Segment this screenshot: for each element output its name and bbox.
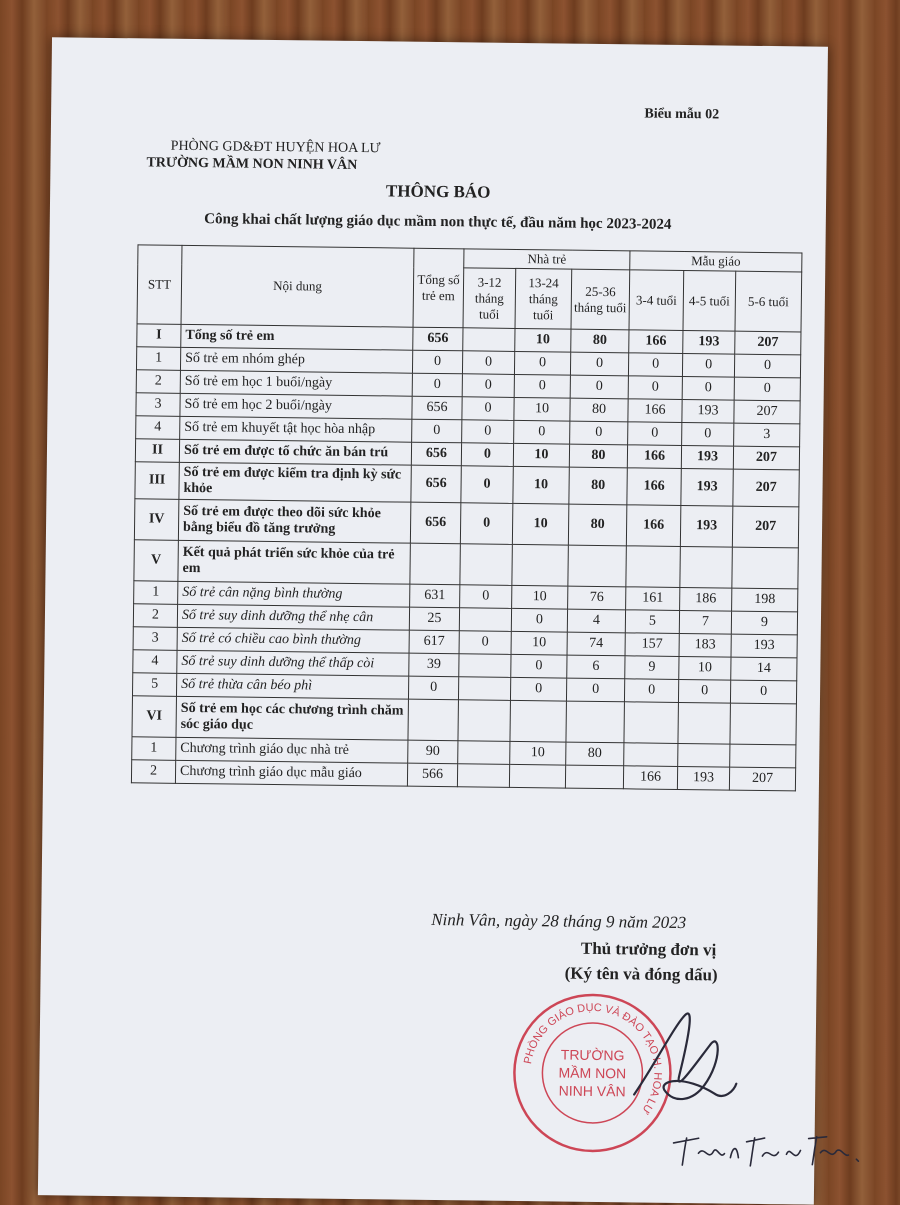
cell-total: 656 — [411, 442, 461, 466]
cell-k1: 166 — [628, 399, 682, 423]
cell-k2: 186 — [680, 587, 732, 611]
header-3-12-months: 3-12 tháng tuổi — [463, 268, 516, 329]
cell-n1 — [458, 677, 510, 701]
cell-content: Chương trình giáo dục nhà trẻ — [176, 737, 408, 763]
cell-n3: 80 — [568, 504, 627, 546]
cell-k1 — [624, 702, 678, 744]
cell-n3 — [568, 545, 627, 587]
header-4-5-years: 4-5 tuổi — [683, 270, 736, 331]
cell-k1: 5 — [625, 610, 679, 634]
cell-n1 — [463, 328, 515, 352]
header-13-24-months: 13-24 tháng tuổi — [515, 268, 572, 329]
cell-n1: 0 — [461, 443, 513, 467]
stamp-center-line-2: MẦM NON — [558, 1064, 627, 1082]
cell-k3: 207 — [732, 506, 798, 548]
cell-k1 — [626, 546, 680, 588]
cell-k2: 193 — [681, 445, 733, 469]
cell-n3: 80 — [569, 467, 627, 505]
cell-n1: 0 — [460, 585, 512, 609]
cell-n3 — [565, 765, 623, 789]
header-nursery: Nhà trẻ — [464, 249, 630, 270]
cell-n1: 0 — [462, 351, 514, 375]
cell-n2: 0 — [511, 608, 567, 632]
cell-n1 — [460, 544, 512, 586]
cell-stt: III — [135, 462, 179, 500]
cell-total: 656 — [410, 502, 460, 544]
cell-total: 39 — [409, 653, 459, 677]
cell-content: Số trẻ em nhóm ghép — [180, 347, 412, 373]
cell-total: 0 — [412, 350, 462, 374]
header-kindergarten: Mẫu giáo — [630, 251, 802, 272]
cell-k3: 0 — [730, 680, 796, 704]
cell-n2: 10 — [511, 631, 567, 655]
cell-total: 617 — [409, 630, 459, 654]
cell-k1: 9 — [625, 656, 679, 680]
cell-stt: 5 — [132, 673, 176, 697]
cell-k1: 157 — [625, 633, 679, 657]
cell-n2: 10 — [513, 443, 569, 467]
sign-and-stamp-note: (Ký tên và đóng dấu) — [564, 963, 718, 985]
cell-stt: II — [135, 439, 179, 463]
cell-k2: 183 — [679, 633, 731, 657]
cell-n3: 0 — [570, 375, 628, 399]
cell-n2 — [512, 544, 568, 586]
cell-n1 — [457, 764, 509, 788]
cell-n2: 10 — [514, 397, 570, 421]
school-name: TRƯỜNG MẦM NON NINH VÂN — [146, 155, 358, 173]
cell-content: Số trẻ em được tổ chức ăn bán trú — [179, 439, 411, 465]
cell-total: 0 — [408, 676, 458, 700]
cell-k1: 166 — [627, 468, 681, 506]
cell-content: Số trẻ thừa cân béo phì — [176, 673, 408, 699]
cell-k3: 207 — [733, 469, 799, 507]
cell-stt: V — [134, 540, 178, 582]
cell-content: Số trẻ em được theo dõi sức khỏe bằng biểu đồ tăng trưởng — [178, 499, 410, 543]
document-title: THÔNG BÁO — [385, 181, 491, 202]
cell-n1: 0 — [460, 503, 512, 545]
place-and-date: Ninh Vân, ngày 28 tháng 9 năm 2023 — [431, 909, 687, 933]
cell-stt: 1 — [136, 347, 180, 371]
cell-n2: 10 — [510, 741, 566, 765]
cell-n3: 74 — [567, 632, 625, 656]
cell-n3: 4 — [567, 609, 625, 633]
cell-n3: 76 — [568, 586, 626, 610]
cell-k1: 0 — [628, 422, 682, 446]
cell-k3: 198 — [732, 588, 798, 612]
cell-content: Số trẻ cân nặng bình thường — [178, 581, 410, 607]
cell-n1 — [458, 741, 510, 765]
cell-k1: 161 — [626, 587, 680, 611]
cell-total: 566 — [407, 763, 457, 787]
cell-n2: 10 — [512, 585, 568, 609]
cell-k3 — [730, 744, 796, 768]
header-5-6-years: 5-6 tuổi — [735, 271, 802, 332]
cell-n1 — [459, 608, 511, 632]
cell-k2 — [680, 546, 732, 588]
cell-k2: 193 — [683, 330, 735, 354]
cell-n2 — [509, 764, 565, 788]
signer-name — [668, 1123, 869, 1175]
cell-content: Số trẻ em học 1 buổi/ngày — [180, 370, 412, 396]
cell-n3: 80 — [570, 398, 628, 422]
cell-n2: 10 — [515, 328, 571, 352]
signature — [624, 1004, 745, 1115]
cell-k2: 193 — [680, 505, 732, 547]
cell-k3: 14 — [731, 657, 797, 681]
cell-n1: 0 — [462, 397, 514, 421]
cell-content: Số trẻ em học các chương trình chăm sóc giáo dục — [176, 696, 408, 740]
cell-content: Tổng số trẻ em — [181, 324, 413, 350]
cell-k3: 0 — [734, 377, 800, 401]
header-total: Tổng số trẻ em — [413, 248, 464, 328]
cell-n1: 0 — [462, 420, 514, 444]
cell-k3 — [730, 703, 796, 745]
cell-content: Số trẻ em được kiểm tra định kỳ sức khỏe — [179, 462, 411, 502]
cell-k2: 0 — [682, 422, 734, 446]
cell-content: Số trẻ suy dinh dưỡng thể nhẹ cân — [177, 604, 409, 630]
cell-n1: 0 — [459, 631, 511, 655]
cell-content: Số trẻ có chiều cao bình thường — [177, 627, 409, 653]
cell-n3 — [566, 701, 625, 743]
cell-stt: 2 — [131, 760, 175, 784]
cell-n3: 80 — [569, 444, 627, 468]
cell-k2 — [678, 702, 730, 744]
cell-k2: 0 — [682, 353, 734, 377]
cell-n1: 0 — [461, 466, 513, 504]
cell-stt: VI — [132, 696, 176, 738]
cell-n3: 0 — [566, 678, 624, 702]
cell-k3: 207 — [734, 400, 800, 424]
cell-k3: 207 — [729, 767, 795, 791]
cell-total: 0 — [412, 373, 462, 397]
cell-k2: 0 — [682, 376, 734, 400]
cell-n1 — [458, 700, 510, 742]
cell-k2 — [678, 743, 730, 767]
cell-k2: 193 — [677, 766, 729, 790]
cell-content: Số trẻ em học 2 buổi/ngày — [180, 393, 412, 419]
cell-k3: 207 — [735, 331, 801, 355]
cell-stt: 3 — [136, 393, 180, 417]
cell-content: Chương trình giáo dục mẫu giáo — [175, 760, 407, 786]
cell-k1: 0 — [624, 679, 678, 703]
cell-k1 — [624, 743, 678, 767]
cell-k3: 193 — [731, 634, 797, 658]
cell-k1: 166 — [629, 330, 683, 354]
cell-k1: 0 — [628, 353, 682, 377]
cell-stt: IV — [134, 499, 178, 541]
cell-total: 631 — [410, 584, 460, 608]
cell-k1: 166 — [623, 766, 677, 790]
cell-k3: 207 — [733, 446, 799, 470]
cell-n2: 0 — [510, 677, 566, 701]
cell-stt: 2 — [133, 604, 177, 628]
cell-total: 656 — [411, 465, 461, 503]
cell-n2: 0 — [514, 374, 570, 398]
cell-n2: 10 — [513, 466, 569, 504]
cell-total — [410, 543, 460, 585]
cell-n2: 0 — [514, 351, 570, 375]
cell-k3: 0 — [734, 354, 800, 378]
cell-stt: 1 — [134, 581, 178, 605]
document-page — [38, 37, 828, 1204]
cell-n2: 10 — [512, 503, 568, 545]
cell-k3: 3 — [734, 423, 800, 447]
cell-k3: 9 — [731, 611, 797, 635]
cell-n1: 0 — [462, 374, 514, 398]
cell-k1: 166 — [626, 505, 680, 547]
cell-k3 — [732, 547, 798, 589]
header-stt: STT — [137, 245, 182, 325]
cell-total: 656 — [413, 327, 463, 351]
header-content: Nội dung — [181, 245, 414, 327]
cell-stt: I — [137, 324, 181, 348]
form-number: Biểu mẫu 02 — [644, 106, 720, 123]
document-subtitle: Công khai chất lượng giáo dục mầm non thực tế, đầu năm học 2023-2024 — [204, 211, 672, 233]
cell-content: Số trẻ suy dinh dưỡng thể thấp còi — [177, 650, 409, 676]
statistics-table — [131, 244, 803, 791]
header-25-36-months: 25-36 tháng tuổi — [571, 269, 630, 330]
cell-k2: 193 — [682, 399, 734, 423]
cell-stt: 1 — [132, 737, 176, 761]
cell-k1: 166 — [627, 445, 681, 469]
cell-n2: 0 — [514, 420, 570, 444]
header-3-4-years: 3-4 tuổi — [629, 270, 684, 331]
cell-total: 90 — [408, 740, 458, 764]
cell-k2: 10 — [679, 656, 731, 680]
stamp-ring-text: PHÒNG GIÁO DỤC VÀ ĐÀO TẠO H. HOA LƯ — [522, 1001, 664, 1117]
cell-total: 25 — [409, 607, 459, 631]
cell-n1 — [459, 654, 511, 678]
stamp-center-line-1: TRƯỜNG — [560, 1046, 625, 1064]
cell-content: Kết quả phát triển sức khỏe của trẻ em — [178, 540, 410, 584]
cell-stt: 4 — [133, 650, 177, 674]
cell-n2 — [510, 700, 566, 742]
cell-n3: 0 — [570, 421, 628, 445]
cell-n2: 0 — [511, 654, 567, 678]
cell-k2: 193 — [681, 468, 733, 506]
department-name: PHÒNG GD&ĐT HUYỆN HOA LƯ — [170, 138, 381, 157]
cell-k2: 0 — [678, 679, 730, 703]
cell-total: 0 — [412, 419, 462, 443]
cell-n3: 80 — [566, 742, 624, 766]
cell-total — [408, 699, 458, 741]
stamp-center-line-3: NINH VÂN — [558, 1082, 626, 1100]
cell-k1: 0 — [628, 376, 682, 400]
cell-stt: 3 — [133, 627, 177, 651]
cell-total: 656 — [412, 396, 462, 420]
cell-n3: 0 — [570, 352, 628, 376]
cell-content: Số trẻ em khuyết tật học hòa nhập — [180, 416, 412, 442]
cell-stt: 4 — [136, 416, 180, 440]
cell-k2: 7 — [679, 610, 731, 634]
cell-stt: 2 — [136, 370, 180, 394]
head-of-unit-title: Thủ trưởng đơn vị — [580, 938, 717, 960]
cell-n3: 80 — [571, 329, 629, 353]
cell-n3: 6 — [567, 655, 625, 679]
